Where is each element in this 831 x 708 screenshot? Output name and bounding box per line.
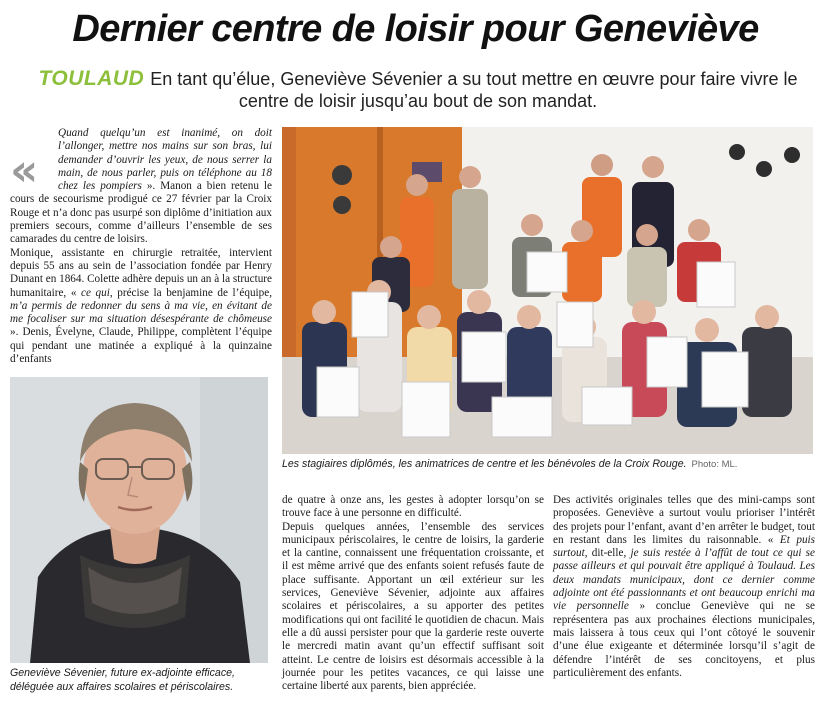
column-1-text: ». Manon a bien retenu le cours de secourisme prodigué ce 27 février par la Croix Rouge et n’a donc pas usurpé son diplôme d’initiation aux premiers secours, comme d’ailleurs l’ensemble de ses camarades du centre de loisirs. — [10, 180, 272, 246]
portrait-illustration — [10, 377, 268, 663]
quote-chevrons-icon: ‹‹ — [10, 145, 31, 196]
photo-caption — [282, 458, 822, 471]
portrait-caption: Geneviève Sévenier, future ex-adjointe efficace, déléguée aux affaires scolaires et périscolaires. — [10, 667, 235, 693]
column-1-p2-mid: , précise la benjamine de l’équipe, — [109, 286, 273, 299]
column-1-p2-start: Monique, assistante en chirurgie retraitée, intervient depuis 55 ans au sein de l’association fondée par Henry Dunant en 1864. Colette adhère depuis un an à la structure humanitaire, « — [10, 246, 272, 299]
standfirst-text: En tant qu’élue, Geneviève Sévenier a su tout mettre en œuvre pour faire vivre le centre de loisir jusqu’au bout de son mandat. — [150, 69, 798, 111]
opening-quote: Quand quelqu’un est inanimé, on doit l’allonger, mettre nos mains sur son bras, lui demander d’ouvrir les yeux, de nous serrer la main, de nous parler, puis on téléphone au 18 chez les pompiers — [58, 127, 272, 193]
column-1-p2-quote-2: m’a permis de redonner du sens à ma vie, en évitant de me focaliser sur ma situation désespérante de chômeuse — [10, 299, 272, 326]
photo-credit: Photo: ML. — [691, 459, 738, 470]
group-photo — [282, 127, 813, 454]
photo-caption-text: Les stagiaires diplômés, les animatrices de centre et les bénévoles de la Croix Rouge. — [282, 458, 687, 470]
article-column-3 — [553, 494, 815, 680]
group-photo-illustration — [282, 127, 813, 454]
column-3-paragraph — [553, 494, 815, 680]
column-1-p2-quote: ce qui — [81, 286, 110, 299]
kicker-toulaud: TOULAUD — [38, 67, 145, 90]
column-3-quote: Et puis surtout — [553, 533, 815, 560]
standfirst — [18, 68, 818, 112]
article-column-1 — [10, 127, 272, 366]
column-3-mid: , dit-elle, — [584, 547, 631, 560]
headline: Dernier centre de loisir pour Geneviève — [72, 8, 759, 50]
column-1-paragraph-2 — [10, 247, 272, 367]
column-2-paragraph-1: de quatre à onze ans, les gestes à adopter lorsqu’on se trouve face à une personne en difficulté. — [282, 494, 544, 520]
column-3-end: » conclue Geneviève qui ne se représentera pas aux prochaines élections municipales, mais laissera à tous ceux qui l’ont côtoyé le souvenir d’une élue exigeante et déterminée lorsqu’il s’agit de défendre l’intérêt de ses concitoyens, et plus particulièrement des enfants. — [553, 600, 815, 679]
column-3-start: Des activités originales telles que des mini-camps sont proposées. Geneviève a surtout voulu prioriser l’intérêt des projets pour l’enfant, avant d’en arrêter le budget, tout en restant dans les limites du raisonnable. « — [553, 494, 815, 546]
article-column-2 — [282, 494, 544, 693]
column-2-paragraph-2: Depuis quelques années, l’ensemble des services municipaux périscolaires, le centre de loisirs, la garderie et la cantine, connaissent une fréquentation croissante, et il est même arrivé que des enfants soient refusés faute de place suffisante. Apportant un œil extérieur sur les services, Geneviève Sévenier, adjointe aux affaires scolaires et périscolaires, a su apporter des petites modifications qui ont facilité le quotidien de chacun. Mais elle a dû aussi persister pour que la garderie reste ouverte le mercredi matin avant qu’un effectif suffisant soit atteint. Le centre de loisirs est désormais accessible à la journée pour les petites vacances, ce qui laisse une certaine liberté aux parents, bien appréciée. — [282, 520, 544, 693]
column-1-p2-end: ». Denis, Évelyne, Claude, Philippe, complètent l’équipe qui pendant une matinée a expliqué à la quinzaine d’enfants — [10, 326, 272, 366]
column-3-quote-2: je suis restée à l’affût de tout ce qui se passe ailleurs et qui pouvait être appliqué à Toulaud. Les deux mandats municipaux, dont ce dernier comme adjointe ont été passionnants et ont beaucoup enrichi ma vie personnelle — [553, 547, 815, 613]
portrait-photo — [10, 377, 268, 663]
